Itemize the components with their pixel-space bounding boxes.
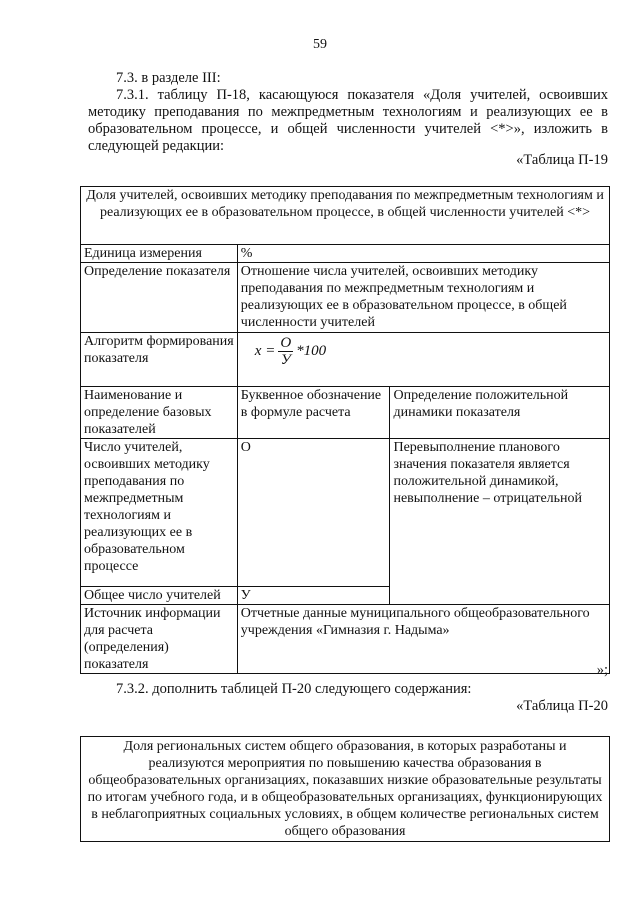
base-indicators-label: Наименование и определение базовых показателей xyxy=(81,387,238,439)
formula-denominator: У xyxy=(280,352,291,368)
table1-end: »; xyxy=(596,662,608,678)
paragraph-7-3-1: 7.3.1. таблицу П-18, касающуюся показателя «Доля учителей, освоивших методику преподавания по межпредметным технологиям и реализующих ее в образовательном процессе, и общей численности учителей <*>», изложить в следующей редакции: xyxy=(88,87,608,154)
letter-header: Буквенное обозначение в формуле расчета xyxy=(237,387,390,439)
definition-label: Определение показателя xyxy=(81,263,238,333)
formula-lhs: x = xyxy=(254,343,276,359)
indicator-table-p19 xyxy=(80,186,610,674)
dynamics-header: Определение положительной динамики показателя xyxy=(390,387,610,439)
source-value: Отчетные данные муниципального общеобразовательного учреждения «Гимназия г. Надыма» xyxy=(237,605,609,674)
table2-label: «Таблица П-20 xyxy=(516,698,608,714)
section-heading: 7.3. в разделе III: xyxy=(116,70,221,86)
page-number: 59 xyxy=(313,37,327,52)
indicator-table-p20 xyxy=(80,736,610,842)
row1-name: Число учителей, освоивших методику преподавания по межпредметным технологиям и реализующих ее в образовательном процессе xyxy=(81,439,238,587)
unit-value: % xyxy=(237,245,609,263)
formula-cell xyxy=(237,333,609,387)
formula xyxy=(255,335,326,368)
paragraph-7-3-2: 7.3.2. дополнить таблицей П-20 следующего содержания: xyxy=(116,681,472,697)
definition-value: Отношение числа учителей, освоивших методику преподавания по межпредметным технологиям и реализующих ее в образовательном процессе, в общей численности учителей xyxy=(237,263,609,333)
table2-title: Доля региональных систем общего образования, в которых разработаны и реализуются мероприятия по повышению качества образования в общеобразовательных организациях, показавших низкие образовательные результаты по итогам учебного года, и в общеобразовательных организациях, функционирующих в неблагоприятных социальных условиях, в общем количестве региональных систем общего образования xyxy=(81,737,610,842)
formula-fraction xyxy=(278,335,293,368)
table1-title: Доля учителей, освоивших методику преподавания по межпредметным технологиям и реализующих ее в образовательном процессе, в общей численности учителей <*> xyxy=(81,187,610,245)
row2-letter: У xyxy=(237,587,390,605)
algorithm-label: Алгоритм формирования показателя xyxy=(81,333,238,387)
row2-name: Общее число учителей xyxy=(81,587,238,605)
row1-letter: О xyxy=(237,439,390,587)
dynamics-value: Перевыполнение планового значения показателя является положительной динамикой, невыполнение – отрицательной xyxy=(390,439,610,605)
formula-numerator: O xyxy=(280,335,292,351)
unit-label: Единица измерения xyxy=(81,245,238,263)
table1-label: «Таблица П-19 xyxy=(516,152,608,168)
formula-tail: *100 xyxy=(296,343,327,359)
source-label: Источник информации для расчета (определения) показателя xyxy=(81,605,238,674)
